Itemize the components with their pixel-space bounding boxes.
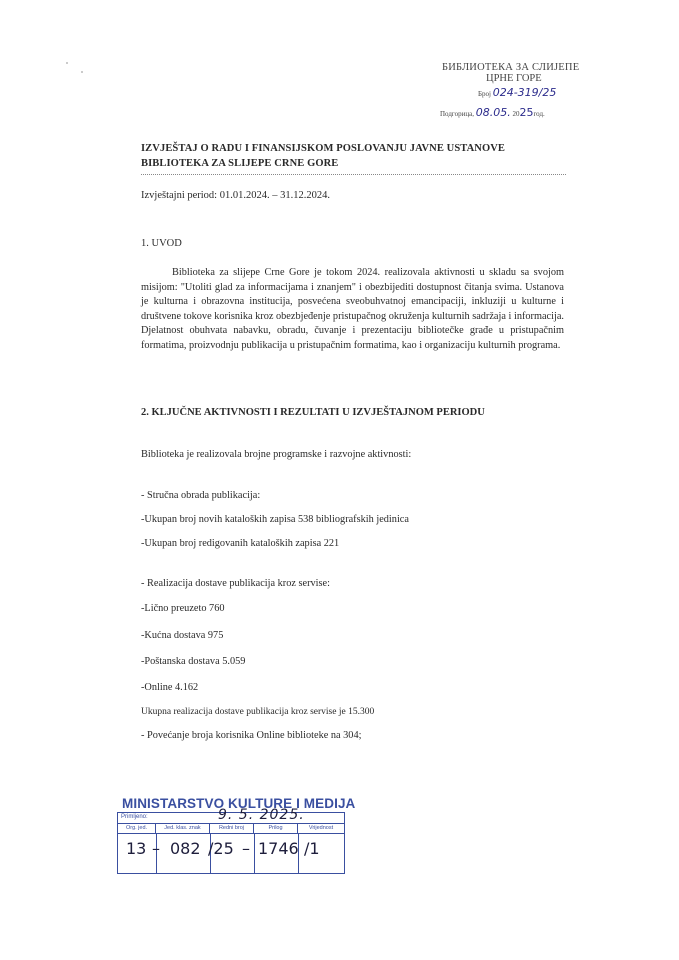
library-registration-stamp [440, 62, 580, 122]
list-item: - Stručna obrada publikacija: [141, 490, 261, 501]
column-header: Prilog [254, 824, 298, 834]
registry-separator: – [242, 839, 250, 858]
stamp-date-value: 08.05. [475, 106, 511, 119]
ministry-stamp-title: MINISTARSTVO KULTURE I MEDIJA [122, 796, 356, 811]
received-row [118, 807, 344, 824]
stamp-library-name: БИБЛИОТЕКА ЗА СЛИЈЕПЕ [442, 62, 580, 73]
ministry-receipt-stamp [117, 796, 356, 876]
stamp-library-country: ЦРНЕ ГОРЕ [486, 73, 542, 84]
list-item: -Kućna dostava 975 [141, 630, 224, 641]
stamp-year-prefix: 20 [512, 110, 520, 118]
column-header: Jed. klas. znak [156, 824, 210, 834]
section-2-heading: 2. KLJUČNE AKTIVNOSTI I REZULTATI U IZVJEŠTAJNOM PERIODU [141, 407, 485, 418]
registry-org-unit: 13 [126, 839, 147, 858]
reporting-period: Izvještajni period: 01.01.2024. – 31.12.2024. [141, 190, 330, 201]
delivery-total: Ukupna realizacija dostave publikacija kroz servise je 15.300 [141, 707, 375, 717]
list-item: -Ukupan broj novih kataloških zapisa 538 bibliografskih jedinica [141, 514, 409, 525]
scan-speck [66, 62, 68, 64]
registry-class-code: 082 [170, 839, 201, 858]
section-2-intro: Biblioteka je realizovala brojne programske i razvojne aktivnosti: [141, 449, 412, 460]
section-1-heading: 1. UVOD [141, 238, 182, 249]
received-label: Primljeno: [121, 814, 148, 820]
list-item: - Povećanje broja korisnika Online biblioteke na 304; [141, 730, 362, 741]
column-header-row [118, 824, 344, 834]
list-item: -Ukupan broj redigovanih kataloških zapisa 221 [141, 538, 340, 549]
ministry-stamp-grid [117, 807, 345, 874]
stamp-year-value: 25 [519, 106, 534, 119]
registry-separator: – [152, 839, 160, 858]
scan-speck [81, 71, 83, 73]
stamp-number-row [478, 86, 556, 99]
column-header: Vrijednost [308, 825, 334, 831]
list-item: - Realizacija dostave publikacija kroz servise: [141, 578, 330, 589]
stamp-year-suffix: год. [533, 110, 545, 118]
column-header: Redni broj [210, 824, 254, 834]
list-item: -Lično preuzeto 760 [141, 603, 225, 614]
registry-serial-number: 1746 [258, 839, 299, 858]
registry-year: /25 [208, 839, 234, 858]
document-title: IZVJEŠTAJ O RADU I FINANSIJSKOM POSLOVANJU JAVNE USTANOVE BIBLIOTEKA ZA SLIJEPE CRNE GORE [141, 143, 506, 169]
stamp-date-row [440, 106, 545, 119]
column-divider [254, 834, 255, 873]
registry-attachment: /1 [304, 839, 320, 858]
section-1-paragraph: Biblioteka za slijepe Crne Gore je tokom 2024. realizovala aktivnosti u skladu sa svojom misijom: "Utoliti glad za informacijama i znanjem" i obezbijediti dostupnost čitanja svima. Ustanova je kulturna i obrazovna institucija, posvećena sveobuhvatnoj emancipaciji, inkluziji u kulturne i društvene tokove korisnika kroz obezbjeđenje pristupačnog okruženja kulturnih sadržaja i informacija. Djelatnost obuhvata nabavku, obradu, čuvanje i prezentaciju bibliotečke građe u pristupačnim formatima, proizvodnju publikacija u pristupačnim formatima, kao i organizaciju kulturnih programa. [141, 267, 564, 351]
stamp-number-value: 024-319/25 [492, 86, 557, 99]
list-item: -Poštanska dostava 5.059 [141, 656, 246, 667]
list-item: -Online 4.162 [141, 682, 199, 693]
received-date: 9. 5. 2025. [218, 807, 305, 823]
stamp-city-label: Подгорица, [440, 110, 474, 118]
title-divider [141, 174, 566, 175]
stamp-number-label: Број [478, 90, 491, 98]
column-header: Org. jed. [118, 824, 156, 834]
